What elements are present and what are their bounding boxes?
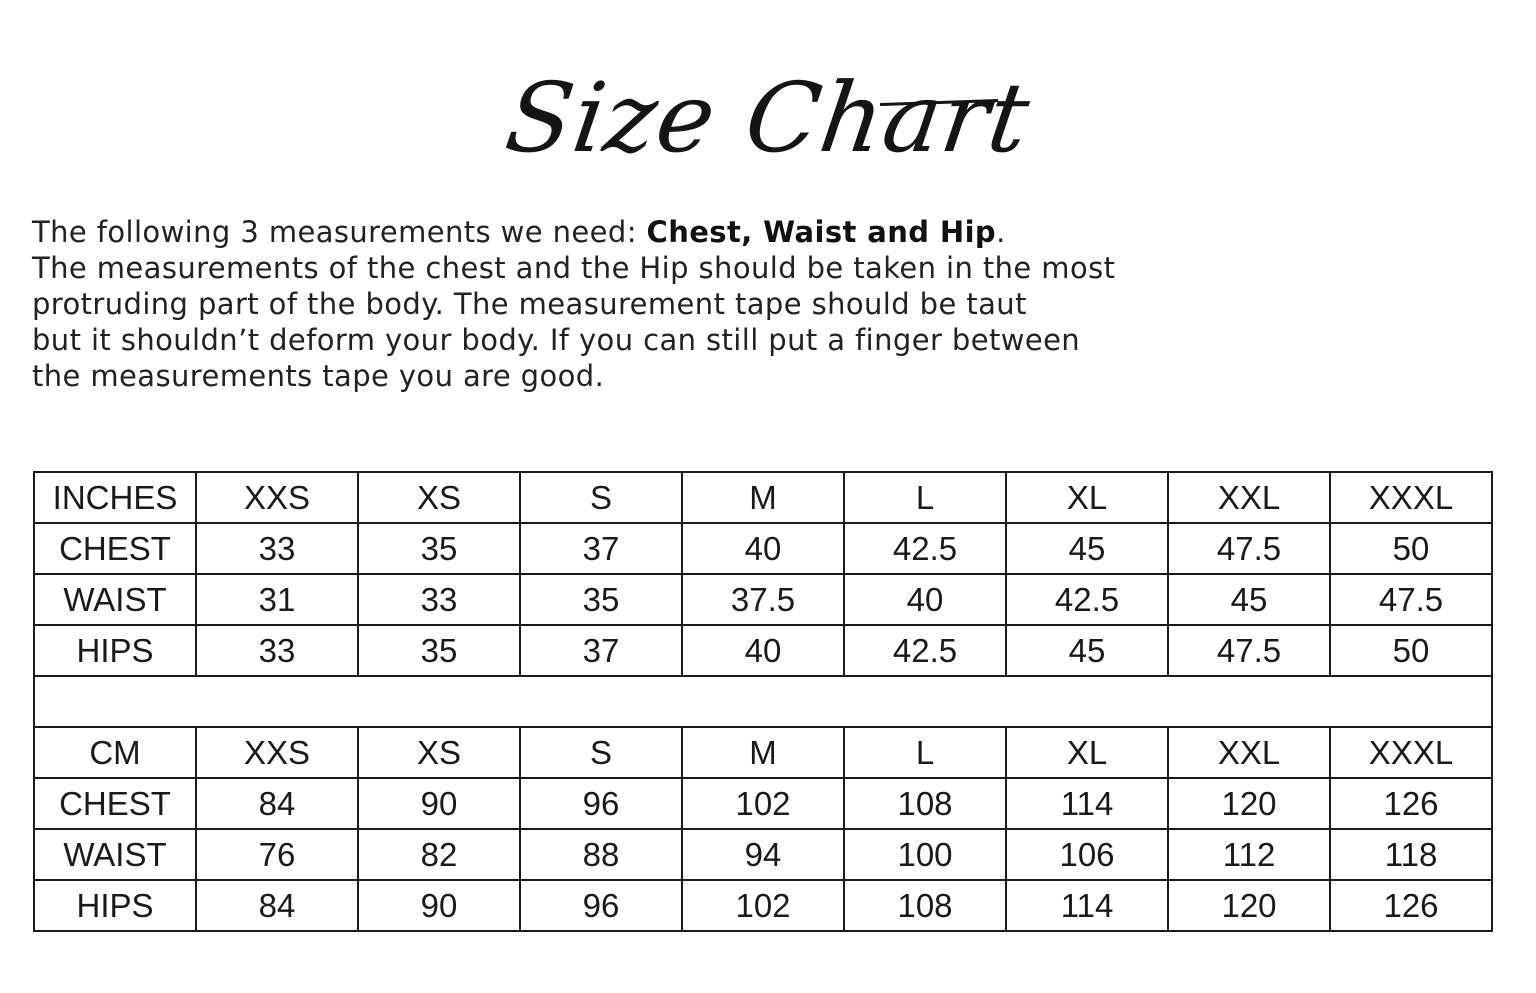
table-cell: 37 bbox=[520, 625, 682, 676]
table-cell: 126 bbox=[1330, 778, 1492, 829]
spacer-cell bbox=[34, 676, 1492, 727]
table-cell: 76 bbox=[196, 829, 358, 880]
table-cell: 94 bbox=[682, 829, 844, 880]
table-cell: 96 bbox=[520, 880, 682, 931]
table-cell: 112 bbox=[1168, 829, 1330, 880]
table-cell: 33 bbox=[358, 574, 520, 625]
table-cell: 47.5 bbox=[1330, 574, 1492, 625]
inches-hips-row bbox=[34, 625, 1492, 676]
size-header-xl: XL bbox=[1006, 727, 1168, 778]
table-cell: 35 bbox=[520, 574, 682, 625]
table-cell: 40 bbox=[682, 523, 844, 574]
table-cell: 47.5 bbox=[1168, 625, 1330, 676]
size-header-l: L bbox=[844, 472, 1006, 523]
table-cell: 31 bbox=[196, 574, 358, 625]
table-cell: 90 bbox=[358, 778, 520, 829]
intro-line-5: the measurements tape you are good. bbox=[32, 359, 605, 393]
table-cell: 84 bbox=[196, 778, 358, 829]
row-label: HIPS bbox=[34, 880, 196, 931]
table-cell: 35 bbox=[358, 523, 520, 574]
table-cell: 96 bbox=[520, 778, 682, 829]
size-header-xl: XL bbox=[1006, 472, 1168, 523]
table-cell: 102 bbox=[682, 880, 844, 931]
table-cell: 88 bbox=[520, 829, 682, 880]
intro-line-1-prefix: The following 3 measurements we need: bbox=[32, 215, 647, 249]
cm-hips-row bbox=[34, 880, 1492, 931]
size-header-s: S bbox=[520, 727, 682, 778]
size-header-xxxl: XXXL bbox=[1330, 472, 1492, 523]
cm-chest-row bbox=[34, 778, 1492, 829]
intro-line-1-suffix: . bbox=[996, 215, 1006, 249]
table-cell: 50 bbox=[1330, 523, 1492, 574]
size-header-l: L bbox=[844, 727, 1006, 778]
table-cell: 84 bbox=[196, 880, 358, 931]
row-label: CHEST bbox=[34, 778, 196, 829]
intro-line-3: protruding part of the body. The measurement tape should be taut bbox=[32, 287, 1027, 321]
table-cell: 108 bbox=[844, 778, 1006, 829]
table-cell: 37.5 bbox=[682, 574, 844, 625]
size-header-m: M bbox=[682, 472, 844, 523]
size-header-xxs: XXS bbox=[196, 472, 358, 523]
table-cell: 126 bbox=[1330, 880, 1492, 931]
table-cell: 40 bbox=[682, 625, 844, 676]
row-label: HIPS bbox=[34, 625, 196, 676]
size-table bbox=[33, 471, 1493, 932]
table-cell: 108 bbox=[844, 880, 1006, 931]
inches-waist-row bbox=[34, 574, 1492, 625]
table-cell: 100 bbox=[844, 829, 1006, 880]
intro-line-4: but it shouldn’t deform your body. If you can still put a finger between bbox=[32, 323, 1081, 357]
size-header-xxl: XXL bbox=[1168, 472, 1330, 523]
inches-chest-row bbox=[34, 523, 1492, 574]
row-label: CHEST bbox=[34, 523, 196, 574]
table-cell: 40 bbox=[844, 574, 1006, 625]
intro-line-1 bbox=[32, 214, 1452, 250]
table-cell: 42.5 bbox=[1006, 574, 1168, 625]
size-header-xs: XS bbox=[358, 472, 520, 523]
table-cell: 50 bbox=[1330, 625, 1492, 676]
page-title: Size Chart bbox=[499, 62, 1037, 174]
inches-header-row bbox=[34, 472, 1492, 523]
table-cell: 42.5 bbox=[844, 625, 1006, 676]
table-cell: 42.5 bbox=[844, 523, 1006, 574]
inches-unit-label: INCHES bbox=[34, 472, 196, 523]
table-cell: 120 bbox=[1168, 778, 1330, 829]
row-label: WAIST bbox=[34, 829, 196, 880]
table-cell: 120 bbox=[1168, 880, 1330, 931]
size-header-xxxl: XXXL bbox=[1330, 727, 1492, 778]
intro-line-1-bold: Chest, Waist and Hip bbox=[646, 215, 997, 249]
size-header-xxl: XXL bbox=[1168, 727, 1330, 778]
size-header-xs: XS bbox=[358, 727, 520, 778]
size-header-s: S bbox=[520, 472, 682, 523]
table-cell: 114 bbox=[1006, 778, 1168, 829]
table-cell: 106 bbox=[1006, 829, 1168, 880]
size-header-xxs: XXS bbox=[196, 727, 358, 778]
table-cell: 33 bbox=[196, 625, 358, 676]
table-cell: 37 bbox=[520, 523, 682, 574]
table-cell: 45 bbox=[1006, 523, 1168, 574]
table-cell: 118 bbox=[1330, 829, 1492, 880]
table-cell: 45 bbox=[1168, 574, 1330, 625]
row-label: WAIST bbox=[34, 574, 196, 625]
intro-line-2: The measurements of the chest and the Hip should be taken in the most bbox=[32, 251, 1116, 285]
table-cell: 114 bbox=[1006, 880, 1168, 931]
table-cell: 33 bbox=[196, 523, 358, 574]
cm-header-row bbox=[34, 727, 1492, 778]
intro-text bbox=[32, 214, 1452, 394]
table-cell: 35 bbox=[358, 625, 520, 676]
table-cell: 45 bbox=[1006, 625, 1168, 676]
table-cell: 47.5 bbox=[1168, 523, 1330, 574]
table-cell: 82 bbox=[358, 829, 520, 880]
cm-unit-label: CM bbox=[34, 727, 196, 778]
table-cell: 90 bbox=[358, 880, 520, 931]
table-spacer-row bbox=[34, 676, 1492, 727]
cm-waist-row bbox=[34, 829, 1492, 880]
table-cell: 102 bbox=[682, 778, 844, 829]
size-header-m: M bbox=[682, 727, 844, 778]
